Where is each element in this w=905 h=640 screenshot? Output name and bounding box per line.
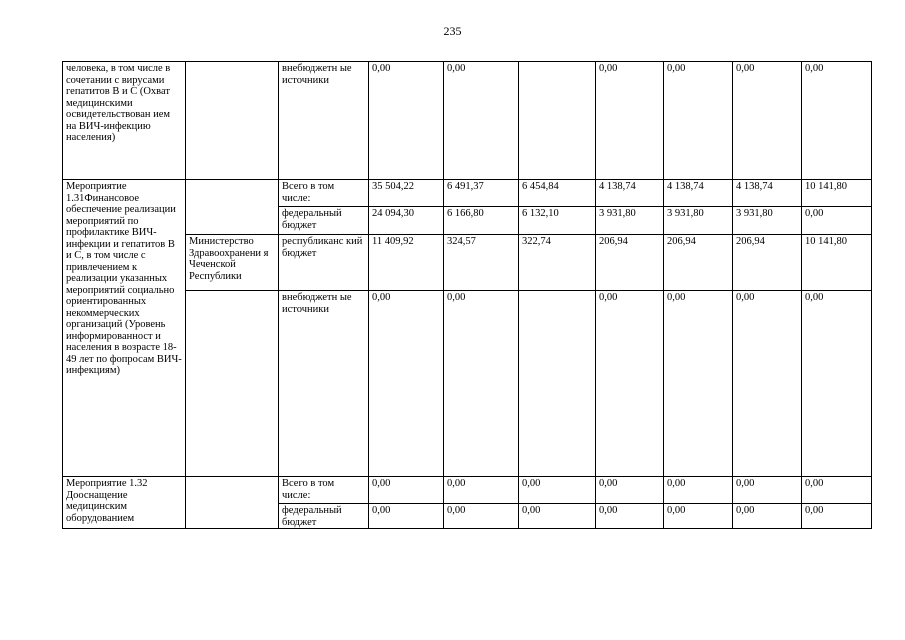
value-cell: 4 138,74 [596, 180, 664, 207]
value-cell: 6 454,84 [519, 180, 596, 207]
value-cell: 206,94 [733, 235, 802, 291]
value-cell: 0,00 [444, 291, 519, 477]
executor-cell [186, 477, 279, 529]
value-cell: 0,00 [519, 477, 596, 504]
value-cell: 0,00 [596, 62, 664, 180]
value-cell: 0,00 [369, 291, 444, 477]
value-cell: 4 138,74 [664, 180, 733, 207]
value-cell: 0,00 [519, 504, 596, 529]
value-cell: 0,00 [369, 504, 444, 529]
event-cell: Мероприятие 1.32 Дооснащение медицинским оборудованием [63, 477, 186, 529]
value-cell: 0,00 [444, 477, 519, 504]
source-cell: Всего в том числе: [279, 477, 369, 504]
event-cell: человека, в том числе в сочетании с вирусами гепатитов В и С (Охват медицинскими освидетельствован ием на ВИЧ-инфекцию населения) [63, 62, 186, 180]
value-cell [519, 291, 596, 477]
value-cell: 322,74 [519, 235, 596, 291]
event-cell: Мероприятие 1.31Финансовое обеспечение реализации мероприятий по профилактике ВИЧ-инфекции и гепатитов В и С, в том числе с привлечением к реализации указанных мероприятий социально ориентированных некоммерческих организаций (Уровень информированност и населения в возрасте 18-49 лет по фопросам ВИЧ-инфекциям) [63, 180, 186, 477]
value-cell: 0,00 [596, 477, 664, 504]
value-cell: 0,00 [596, 504, 664, 529]
value-cell: 0,00 [802, 477, 872, 504]
value-cell: 0,00 [733, 504, 802, 529]
value-cell: 324,57 [444, 235, 519, 291]
table-row [63, 180, 872, 207]
executor-cell [186, 62, 279, 180]
value-cell: 4 138,74 [733, 180, 802, 207]
value-cell: 0,00 [664, 291, 733, 477]
source-cell: Всего в том числе: [279, 180, 369, 207]
value-cell: 0,00 [733, 62, 802, 180]
value-cell: 6 166,80 [444, 207, 519, 235]
table-row [63, 477, 872, 504]
value-cell: 3 931,80 [664, 207, 733, 235]
value-cell: 0,00 [733, 291, 802, 477]
value-cell: 206,94 [664, 235, 733, 291]
executor-cell: Министерство Здравоохранени я Чеченской Республики [186, 235, 279, 291]
value-cell: 10 141,80 [802, 235, 872, 291]
source-cell: внебюджетн ые источники [279, 62, 369, 180]
value-cell [519, 62, 596, 180]
source-cell: федеральный бюджет [279, 504, 369, 529]
value-cell: 0,00 [733, 477, 802, 504]
value-cell: 0,00 [802, 504, 872, 529]
budget-table [62, 61, 872, 529]
executor-cell [186, 291, 279, 477]
value-cell: 3 931,80 [596, 207, 664, 235]
value-cell: 0,00 [369, 62, 444, 180]
value-cell: 0,00 [802, 207, 872, 235]
source-cell: федеральный бюджет [279, 207, 369, 235]
source-cell: республиканс кий бюджет [279, 235, 369, 291]
value-cell: 0,00 [596, 291, 664, 477]
value-cell: 0,00 [369, 477, 444, 504]
executor-cell [186, 180, 279, 235]
value-cell: 10 141,80 [802, 180, 872, 207]
value-cell: 0,00 [664, 477, 733, 504]
value-cell: 6 491,37 [444, 180, 519, 207]
value-cell: 0,00 [664, 62, 733, 180]
source-cell: внебюджетн ые источники [279, 291, 369, 477]
value-cell: 11 409,92 [369, 235, 444, 291]
value-cell: 3 931,80 [733, 207, 802, 235]
value-cell: 6 132,10 [519, 207, 596, 235]
value-cell: 0,00 [444, 504, 519, 529]
value-cell: 0,00 [802, 62, 872, 180]
page-number: 235 [443, 24, 462, 38]
value-cell: 0,00 [802, 291, 872, 477]
value-cell: 0,00 [444, 62, 519, 180]
value-cell: 0,00 [664, 504, 733, 529]
value-cell: 35 504,22 [369, 180, 444, 207]
value-cell: 24 094,30 [369, 207, 444, 235]
table-row [63, 62, 872, 180]
value-cell: 206,94 [596, 235, 664, 291]
